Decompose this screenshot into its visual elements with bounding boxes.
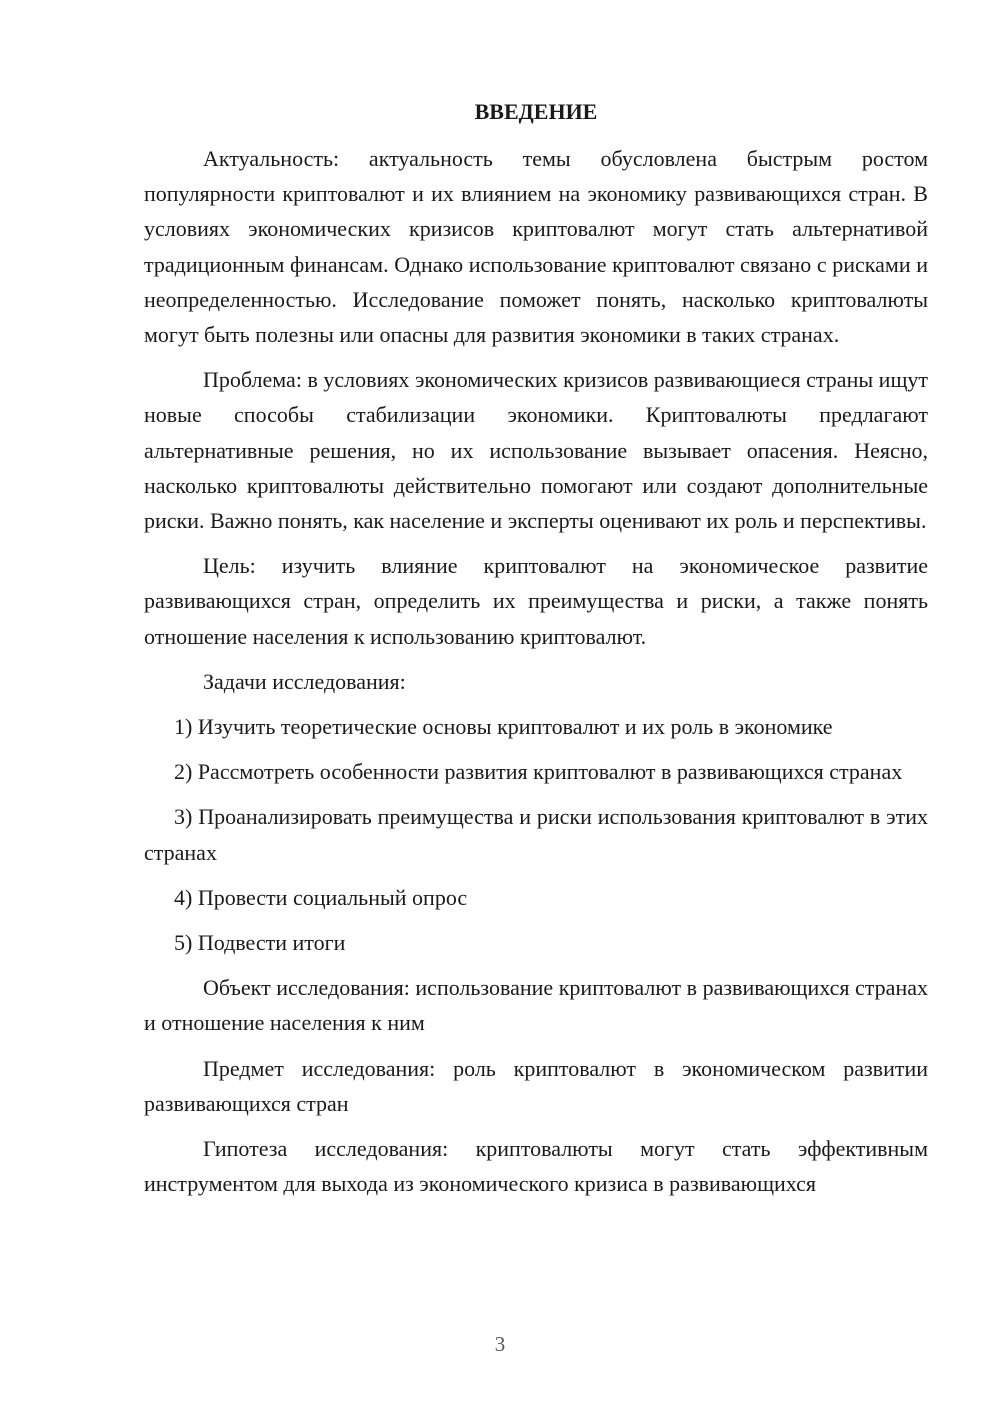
problem-paragraph: Проблема: в условиях экономических кризисов развивающиеся страны ищут новые способы стабилизации экономики. Криптовалюты предлагают альтернативные решения, но их использование вызывает опасения. Неясно, насколько криптовалюты действительно помогают или создают дополнительные риски. Важно понять, как население и эксперты оценивают их роль и перспективы.: [144, 367, 928, 534]
task-item-3: 3) Проанализировать преимущества и риски использования криптовалют в этих странах: [144, 804, 928, 865]
tasks-heading: Задачи исследования:: [203, 668, 406, 694]
task-item-1: 1) Изучить теоретические основы криптовалют и их роль в экономике: [174, 714, 833, 740]
task-item-2: 2) Рассмотреть особенности развития криптовалют в развивающихся странах: [174, 759, 903, 785]
goal-paragraph: Цель: изучить влияние криптовалют на экономическое развитие развивающихся стран, определить их преимущества и риски, а также понять отношение населения к использованию криптовалют.: [144, 553, 928, 649]
task-item-5: 5) Подвести итоги: [174, 930, 346, 956]
task-item-4: 4) Провести социальный опрос: [174, 884, 468, 910]
subject-paragraph: Предмет исследования: роль криптовалют в экономическом развитии развивающихся стран: [144, 1055, 928, 1116]
object-paragraph: Объект исследования: использование криптовалют в развивающихся странах и отношение населения к ним: [144, 975, 928, 1036]
page-number: 3: [494, 1332, 506, 1356]
hypothesis-paragraph: Гипотеза исследования: криптовалюты могут стать эффективным инструментом для выхода из экономического кризиса в развивающихся: [144, 1136, 928, 1197]
relevance-paragraph: Актуальность: актуальность темы обусловлена быстрым ростом популярности криптовалют и их влиянием на экономику развивающихся стран. В условиях экономических кризисов криптовалют могут стать альтернативой традиционным финансам. Однако использование криптовалют связано с рисками и неопределенностью. Исследование поможет понять, насколько криптовалюты могут быть полезны или опасны для развития экономики в таких странах.: [144, 146, 928, 348]
page-content: [144, 94, 928, 1211]
page-title: ВВЕДЕНИЕ: [474, 99, 598, 124]
